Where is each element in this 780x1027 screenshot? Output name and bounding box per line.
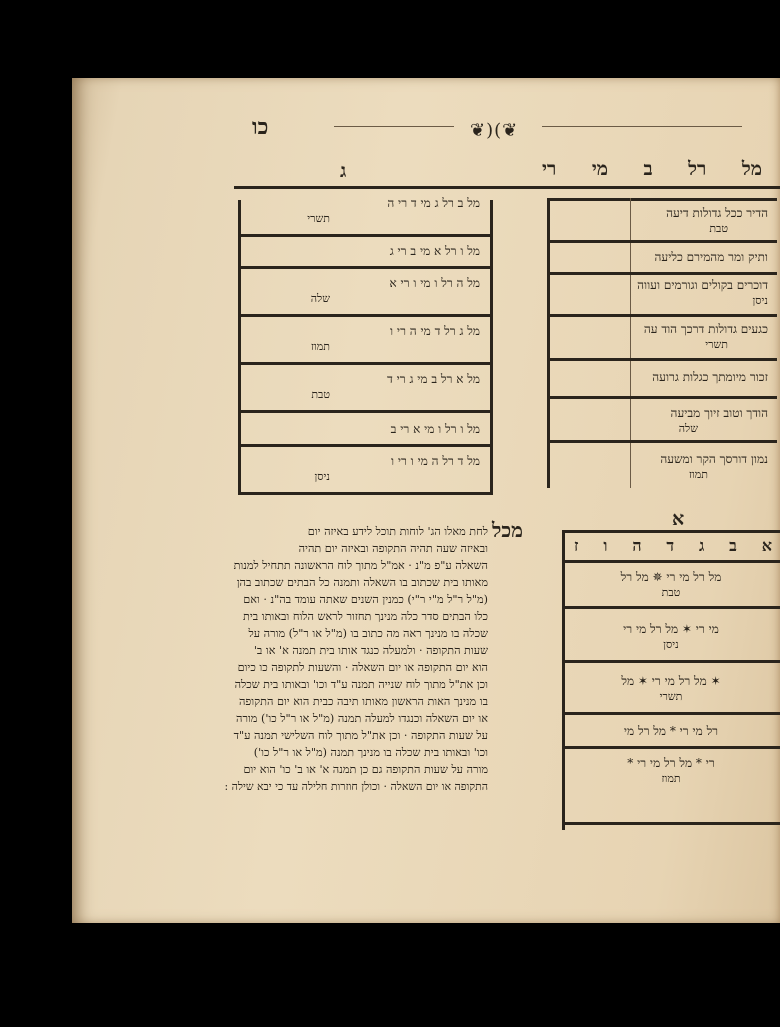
lower-table-border-left bbox=[562, 530, 565, 830]
right-row-divider bbox=[547, 240, 777, 243]
body-line: או יום השאלה וכנגדו למעלה תמנה (מ"ל או ר"ל כו') מורה bbox=[236, 712, 488, 725]
lower-row-5-month: תמוז bbox=[661, 772, 681, 785]
letter-alef: א bbox=[761, 536, 772, 555]
right-row-divider bbox=[547, 358, 777, 361]
left-row-divider bbox=[238, 410, 493, 413]
body-line: השאלה ע"פ מ"נ · אמ"ל מתוך לוח הראשונה תתחיל למנות bbox=[233, 559, 488, 572]
lower-row-4 bbox=[568, 724, 774, 739]
letter-vav: ו bbox=[603, 536, 608, 555]
body-line: מורה על שעות התקופה גם כן תמנה א' או ב' כו' הוא יום bbox=[243, 763, 488, 776]
lower-row-1-text: מל רל מי רי ✵ מל רל bbox=[620, 570, 722, 584]
left-row-5-text: מל א רל ב מי ג רי ד bbox=[387, 372, 480, 386]
lower-row-1 bbox=[568, 570, 774, 600]
lower-row-divider bbox=[562, 606, 780, 609]
header-rule bbox=[234, 186, 780, 189]
left-table-border-right bbox=[490, 200, 493, 492]
right-row-5 bbox=[652, 370, 768, 385]
right-row-2 bbox=[655, 250, 768, 265]
left-row-6 bbox=[244, 422, 480, 437]
lower-table-letter-row bbox=[574, 536, 772, 556]
header-cell-ri: רי bbox=[542, 158, 557, 180]
right-row-3 bbox=[637, 278, 768, 308]
body-line: מאותו בית שכתוב בו השאלה ותמנה כל הבתים שכתוב בהן bbox=[236, 576, 488, 589]
right-row-7 bbox=[660, 452, 768, 482]
right-row-divider bbox=[547, 396, 777, 399]
letter-dalet: ד bbox=[666, 536, 675, 555]
letter-he: ה bbox=[632, 536, 642, 555]
lower-row-1-month: טבת bbox=[661, 586, 681, 599]
lower-row-divider bbox=[562, 660, 780, 663]
right-row-1-month: טבת bbox=[709, 222, 728, 235]
lower-row-divider bbox=[562, 560, 780, 563]
lower-row-2-month: ניסן bbox=[663, 638, 679, 651]
right-row-3-text: דוכרים בקולים וגורמים ועווה bbox=[637, 278, 768, 292]
left-row-6-text: מל ו רל ו מי א רי ב bbox=[390, 422, 480, 436]
right-row-6-month: שלה bbox=[678, 422, 698, 435]
left-row-2-text: מל ו רל א מי ב רי ג bbox=[389, 244, 480, 258]
left-row-4-text: מל ג רל ד מי ה רי ו bbox=[390, 324, 480, 338]
lower-table-label: א bbox=[672, 508, 685, 530]
right-row-divider bbox=[547, 314, 777, 317]
lower-row-3-month: תשרי bbox=[659, 690, 683, 703]
header-right-label: ג bbox=[340, 160, 347, 182]
right-table-border-top bbox=[547, 198, 777, 201]
left-row-7 bbox=[244, 454, 480, 484]
lower-row-2 bbox=[568, 622, 774, 652]
left-row-1 bbox=[244, 196, 480, 226]
left-row-divider bbox=[238, 314, 493, 317]
body-line: לחת מאלו הג' לוחות תוכל לידע באיזה יום bbox=[307, 525, 488, 538]
left-row-1-month: תשרי bbox=[307, 212, 330, 225]
right-row-divider bbox=[547, 440, 777, 443]
lower-row-3-text: ✶ מל רל מי רי ✶ מל bbox=[621, 674, 721, 688]
right-row-6 bbox=[671, 406, 768, 436]
letter-bet: ב bbox=[729, 536, 737, 555]
body-line: (מ"ל ר"ל מ"י ר"י) כמנין השנים שאתה עומד בה"נ · ואם bbox=[243, 593, 488, 606]
left-row-divider bbox=[238, 234, 493, 237]
left-row-divider bbox=[238, 444, 493, 447]
lower-row-2-text: מי רי ✶ מל רל מי רי bbox=[623, 622, 719, 636]
right-row-7-text: נמון דורסך הקר ומשעה bbox=[660, 452, 768, 466]
body-paragraph bbox=[220, 524, 488, 824]
left-table-border-left bbox=[238, 200, 241, 492]
left-row-1-text: מל ב רל ג מי ד רי ה bbox=[387, 196, 480, 210]
header-cell-rl: רל bbox=[688, 158, 707, 180]
body-line: בו מנינך האות הראשון מאותו תיבה כבית הוא יום התקופה bbox=[239, 695, 488, 708]
left-row-7-text: מל ד רל ה מי ו רי ו bbox=[390, 454, 480, 468]
lower-row-divider bbox=[562, 712, 780, 715]
right-row-1 bbox=[666, 206, 768, 236]
right-row-5-text: זכור מיומתך כגלות גרועה bbox=[652, 370, 768, 384]
ornament-icon: ❦)(❦ bbox=[470, 120, 519, 141]
body-line: על שעות התקופה · וכן את"ל מתוך לוח השלישי תמנה ע"ד bbox=[233, 729, 488, 742]
lower-row-divider bbox=[562, 746, 780, 749]
right-row-2-text: ותיק ומר מהמירם כליעה bbox=[654, 250, 768, 264]
right-row-1-text: הדיר ככל גדולות דיעה bbox=[666, 206, 768, 220]
lower-table-border-top bbox=[562, 530, 780, 533]
left-table-border-bottom bbox=[238, 492, 493, 495]
header-rule-right bbox=[542, 126, 742, 127]
right-row-4-month: תשרי bbox=[705, 338, 728, 351]
lower-row-4-text: רל מי רי * מל רל מי bbox=[623, 724, 719, 738]
left-row-7-month: ניסן bbox=[314, 470, 330, 483]
left-row-3-text: מל ה רל ו מי ו רי א bbox=[389, 276, 480, 290]
right-row-4 bbox=[644, 322, 768, 352]
letter-zayin: ז bbox=[574, 536, 579, 555]
lower-table-border-bottom bbox=[562, 822, 780, 825]
lower-row-5 bbox=[568, 756, 774, 786]
body-line: וכן את"ל מתוך לוח שנייה תמנה ע"ד וכו' ובאותו בית שכלה bbox=[234, 678, 488, 691]
left-row-divider bbox=[238, 362, 493, 365]
body-line: שעות התקופה · ולמעלה כנגד אותו בית תמנה א' או ב' bbox=[253, 644, 488, 657]
body-line: וכו' ובאותו בית שכלה בו מנינך תמנה (מ"ל או ר"ל כו') bbox=[253, 746, 488, 759]
left-row-divider bbox=[238, 266, 493, 269]
left-row-3-month: שלה bbox=[310, 292, 330, 305]
right-row-7-month: תמוז bbox=[688, 468, 708, 481]
header-title-row bbox=[542, 158, 762, 181]
body-heading: מכל bbox=[492, 518, 523, 542]
letter-gimel: ג bbox=[698, 536, 705, 555]
left-row-5 bbox=[244, 372, 480, 402]
body-line: ובאיזה שעה תהיה התקופה ובאיזה יום תהיה bbox=[298, 542, 488, 555]
left-row-3 bbox=[244, 276, 480, 306]
body-line: שכלה בו מנינך ראה מה כתוב בו (מ"ל או ר"ל) מורה על bbox=[248, 627, 488, 640]
header-cell-b: ב bbox=[643, 158, 653, 180]
lower-row-5-text: רי * מל רל מי רי * bbox=[627, 756, 715, 770]
right-row-3-month: ניסן bbox=[752, 294, 768, 307]
right-row-divider bbox=[547, 272, 777, 275]
right-row-4-text: כגעים גדולות דרכך הוד עה bbox=[643, 322, 768, 336]
book-page bbox=[72, 78, 780, 923]
lower-row-3 bbox=[568, 674, 774, 704]
header-cell-mi: מי bbox=[591, 158, 609, 180]
left-row-4-month: תמוז bbox=[310, 340, 330, 353]
body-line: כלו הבתים סדר כלה מנינך תחזור לראש הלוח ובאותו בית bbox=[243, 610, 488, 623]
page-number: כו bbox=[252, 114, 269, 140]
left-row-2 bbox=[244, 244, 480, 259]
body-line: התקופה או יום השאלה · וכולן חוזרות חלילה עד כי יבא שילה : bbox=[224, 780, 488, 793]
right-row-6-text: הודך וטוב זיוך מביעה bbox=[670, 406, 768, 420]
body-line: הוא יום התקופה או יום השאלה · והשעות לתקופה כו כיום bbox=[237, 661, 488, 674]
left-row-4 bbox=[244, 324, 480, 354]
left-row-5-month: טבת bbox=[311, 388, 330, 401]
header-rule-left bbox=[334, 126, 454, 127]
header-cell-ml: מל bbox=[741, 158, 762, 180]
